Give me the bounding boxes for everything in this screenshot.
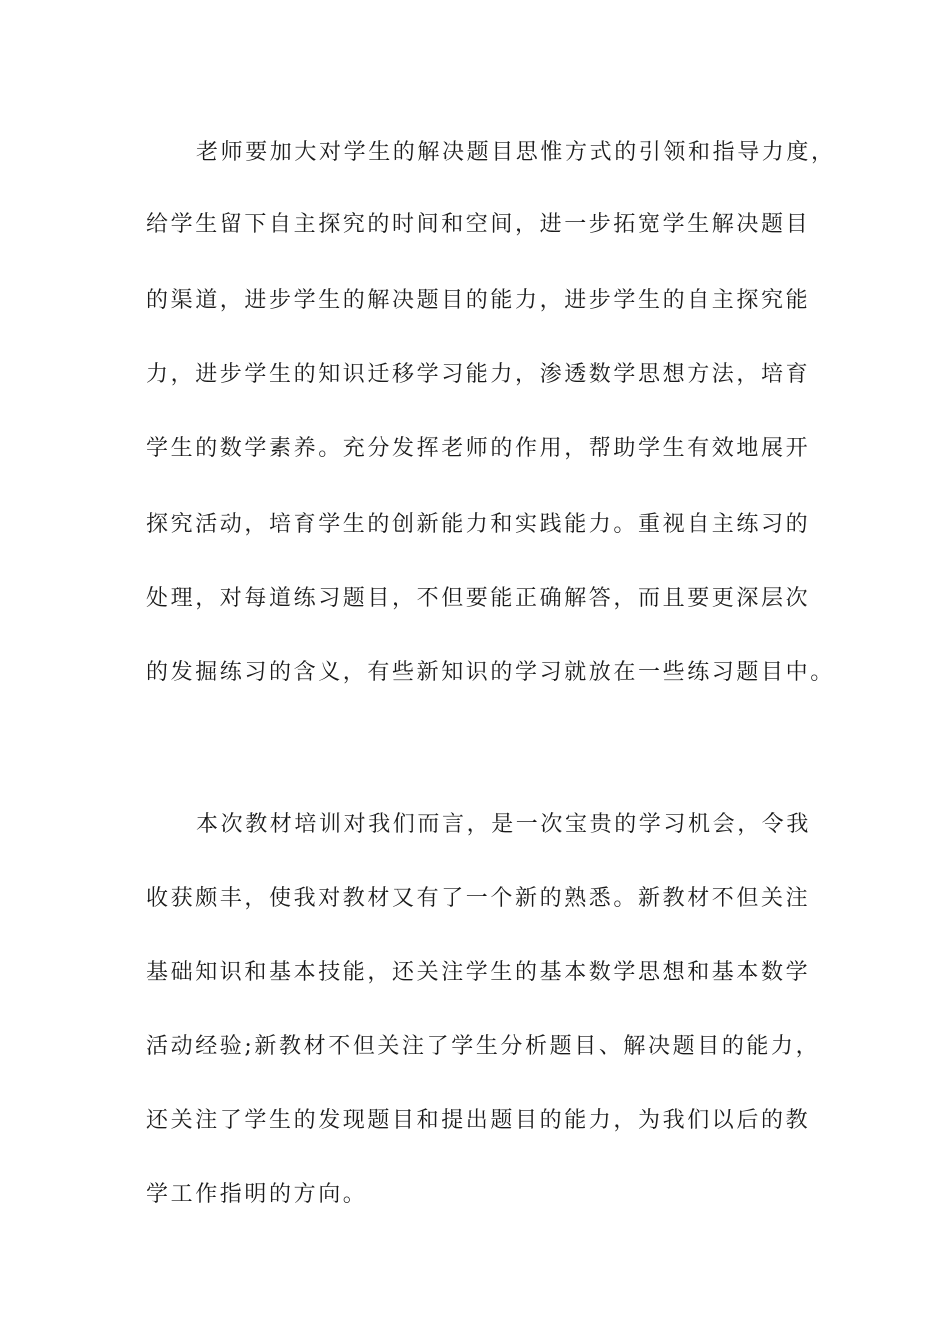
paragraph-line: 还关注了学生的发现题目和提出题目的能力，为我们以后的教 bbox=[146, 1108, 811, 1133]
paragraph-line: 活动经验;新教材不但关注了学生分析题目、解决题目的能力， bbox=[146, 1034, 821, 1059]
paragraph-line: 基础知识和基本技能，还关注学生的基本数学思想和基本数学 bbox=[146, 960, 811, 985]
paragraph-line: 的发掘练习的含义，有些新知识的学习就放在一些练习题目中。 bbox=[146, 660, 835, 685]
paragraph-line: 学生的数学素养。充分发挥老师的作用，帮助学生有效地展开 bbox=[146, 436, 811, 461]
paragraph-line: 探究活动，培育学生的创新能力和实践能力。重视自主练习的 bbox=[146, 512, 811, 537]
paragraph-line: 学工作指明的方向。 bbox=[146, 1182, 368, 1207]
paragraph-line: 本次教材培训对我们而言，是一次宝贵的学习机会，令我 bbox=[196, 812, 812, 837]
paragraph-line: 力，进步学生的知识迁移学习能力，渗透数学思想方法，培育 bbox=[146, 362, 811, 387]
paragraph-line: 收获颇丰，使我对教材又有了一个新的熟悉。新教材不但关注 bbox=[146, 886, 811, 911]
paragraph-line: 处理，对每道练习题目，不但要能正确解答，而且要更深层次 bbox=[146, 586, 811, 611]
paragraph-line: 的渠道，进步学生的解决题目的能力，进步学生的自主探究能 bbox=[146, 288, 811, 313]
paragraph-line: 给学生留下自主探究的时间和空间，进一步拓宽学生解决题目 bbox=[146, 212, 811, 237]
paragraph-line: 老师要加大对学生的解决题目思惟方式的引领和指导力度， bbox=[196, 140, 836, 165]
